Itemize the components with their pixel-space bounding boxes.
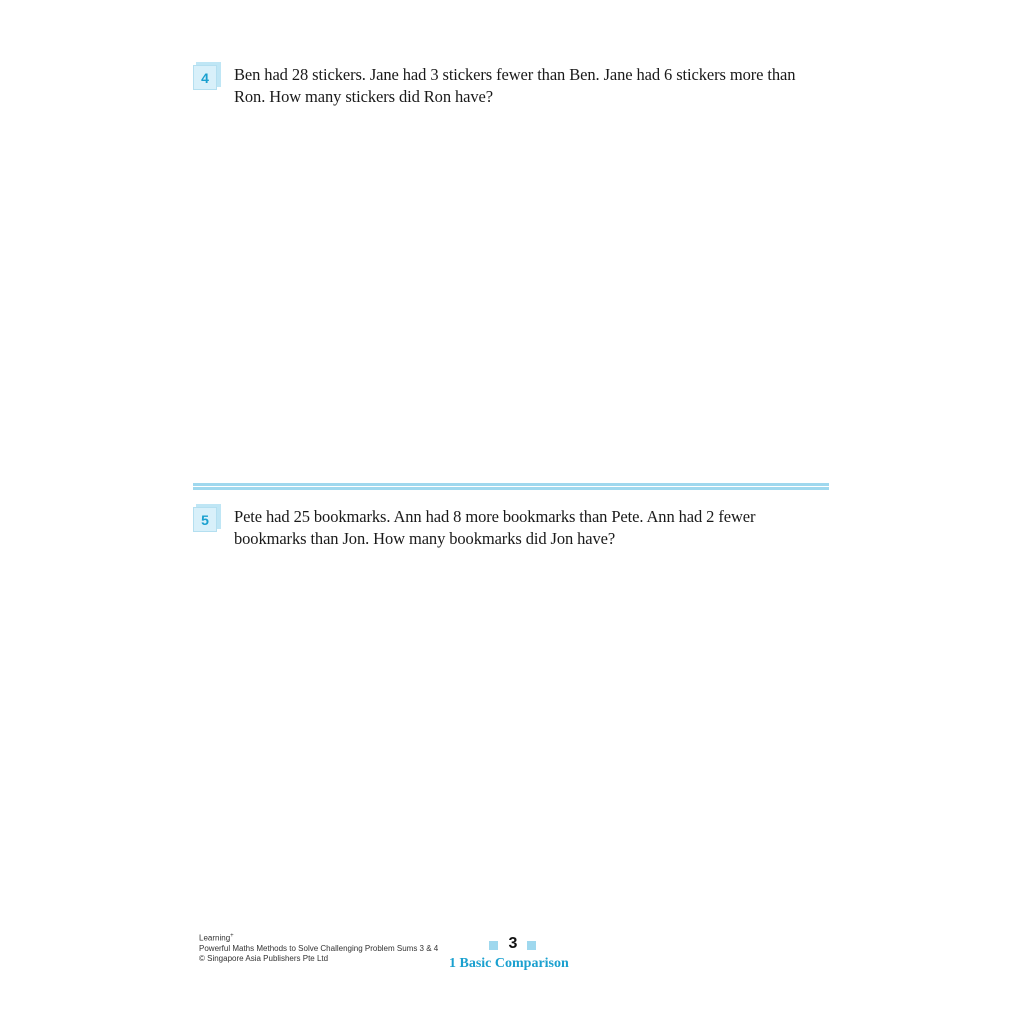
book-title: Powerful Maths Methods to Solve Challenging Problem Sums 3 & 4 <box>199 943 439 953</box>
page-number: 3 <box>508 935 518 952</box>
square-bullet-icon <box>489 941 498 950</box>
question-number: 4 <box>193 65 217 90</box>
question-number: 5 <box>193 507 217 532</box>
section-divider <box>193 483 829 490</box>
square-bullet-icon <box>527 941 536 950</box>
question-number-badge <box>193 504 221 532</box>
copyright-notice: © Singapore Asia Publishers Pte Ltd <box>199 953 329 963</box>
question-text: Ben had 28 stickers. Jane had 3 stickers fewer than Ben. Jane had 6 stickers more than Ron. How many stickers did Ron have? <box>234 65 796 106</box>
publisher-brand: Learning+ <box>199 933 234 943</box>
chapter-title: 1 Basic Comparison <box>449 956 569 971</box>
footer-credits <box>199 931 438 964</box>
page-number-block <box>489 937 537 955</box>
question-number-badge <box>193 62 221 90</box>
question-text: Pete had 25 bookmarks. Ann had 8 more bookmarks than Pete. Ann had 2 fewer bookmarks than Jon. How many bookmarks did Jon have? <box>234 507 756 548</box>
